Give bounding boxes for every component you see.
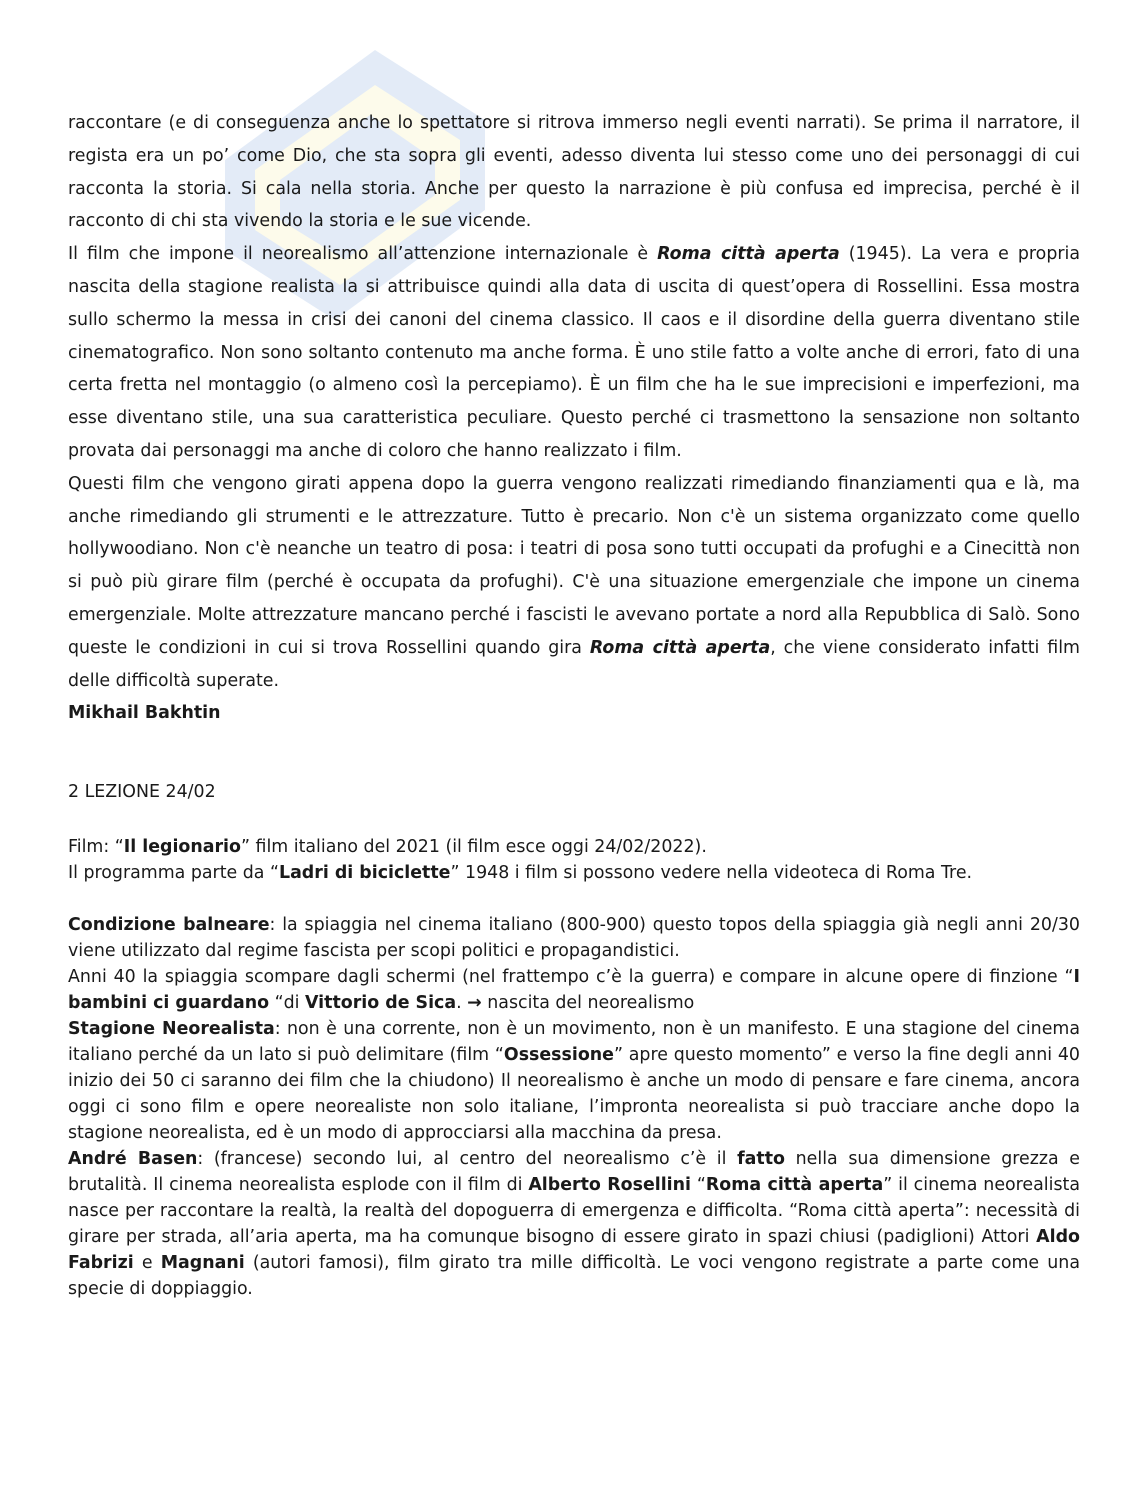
text-span: : la spiaggia nel cinema italiano (800-900) questo topos della spiaggia già negli anni 20/30 viene utilizzato dal regime fascista per scopi politici e propagandistici. [68, 915, 1080, 961]
paragraph-condizione-balneare [68, 912, 1080, 964]
text-span: Anni 40 la spiaggia scompare dagli schermi (nel frattempo c’è la guerra) e compare in alcune opere di finzione “ [68, 967, 1074, 987]
film-title: Roma città aperta [589, 637, 771, 658]
text-span: Film: “ [68, 837, 124, 857]
paragraph-roma-citta-aperta [68, 238, 1080, 468]
paragraph-program [68, 860, 1080, 886]
actor-name: Aldo Fabrizi [68, 1227, 1080, 1273]
text-span: ” il cinema neorealista nasce per raccontare la realtà, la realtà del dopoguerra di emergenza e difficolta. “Roma città aperta”: necessità di girare per strada, all’aria aperta, ma ha comunque bisogno di essere girato in spazi chiusi (padiglioni) Attori [68, 1175, 1080, 1247]
text-span: . [456, 993, 468, 1013]
paragraph-postwar-conditions [68, 468, 1080, 698]
text-span: : (francese) secondo lui, al centro del neorealismo c’è il [197, 1149, 738, 1169]
arrow-right-icon: → [467, 993, 482, 1013]
text-span: ” 1948 i film si possono vedere nella videoteca di Roma Tre. [450, 863, 973, 883]
text-span: “ [690, 1175, 706, 1195]
film-title: Roma città aperta [705, 1175, 884, 1195]
text-span: (1945). La vera e propria nascita della stagione realista la si attribuisce quindi alla data di uscita di quest’opera di Rossellini. Essa mostra sullo schermo la messa in crisi dei canoni del cinema classico. Il caos e il disordine della guerra diventano stile cinematografico. Non sono soltanto contenuto ma anche forma. È uno stile fatto a volte anche di errori, fato di una certa fretta nel montaggio (o almeno così la percepiamo). È un film che ha le sue imprecisioni e imperfezioni, ma esse diventano stile, una sua caratteristica peculiare. Questo perché ci trasmettono la sensazione non soltanto provata dai personaggi ma anche di coloro che hanno realizzato i film. [68, 244, 1080, 461]
term-label: Stagione Neorealista [68, 1019, 275, 1039]
text-span: nella sua dimensione grezza e brutalità. Il cinema neorealista esplode con il film di [68, 1149, 1081, 1195]
paragraph-stagione-neorealista [68, 1016, 1080, 1146]
actor-name: Magnani [160, 1253, 245, 1273]
film-title: Roma città aperta [657, 244, 840, 265]
paragraph-anni-40 [68, 964, 1080, 1016]
text-span: ” film italiano del 2021 (il film esce oggi 24/02/2022). [240, 837, 707, 857]
film-title: I bambini ci guardano [68, 967, 1080, 1013]
notes-section-lesson-2 [68, 834, 1080, 1302]
text-span: : non è una corrente, non è un movimento, non è un manifesto. E una stagione del cinema italiano perché da un lato si può delimitare (film “ [68, 1019, 1080, 1065]
director-name: Alberto Rosellini [528, 1175, 691, 1195]
text-span: Il film che impone il neorealismo all’attenzione internazionale è [68, 244, 658, 265]
notes-section-neorealism [68, 107, 1080, 730]
text-span: e [133, 1253, 161, 1273]
paragraph-narrator: raccontare (e di conseguenza anche lo spettatore si ritrova immerso negli eventi narrati). Se prima il narratore, il regista era un po’ come Dio, che sta sopra gli eventi, adesso diventa lui stesso come uno dei personaggi di cui racconta la storia. Si cala nella storia. Anche per questo la narrazione è più confusa ed imprecisa, perché è il racconto di chi sta vivendo la storia e le sue vicende. [68, 113, 1080, 232]
text-span: ” apre questo momento” e verso la fine degli anni 40 inizio dei 50 ci saranno dei film che la chiudono) Il neorealismo è anche un modo di pensare e fare cinema, ancora oggi ci sono film e opere neorealiste non solo italiane, l’impronta neorealista si può tracciare anche dopo la stagione neorealista, ed è un modo di approcciarsi alla macchina da presa. [68, 1045, 1080, 1143]
text-span: (autori famosi), film girato tra mille difficoltà. Le voci vengono registrate a parte come una specie di doppiaggio. [68, 1253, 1080, 1299]
text-span: Questi film che vengono girati appena dopo la guerra vengono realizzati rimediando finanziamenti qua e là, ma anche rimediando gli strumenti e le attrezzature. Tutto è precario. Non c'è un sistema organizzato come quello hollywoodiano. Non c'è neanche un teatro di posa: i teatri di posa sono tutti occupati da profughi e a Cinecittà non si può più girare film (perché è occupata da profughi). C'è una situazione emergenziale che impone un cinema emergenziale. Molte attrezzature mancano perché i fascisti le avevano portate a nord alla Repubblica di Salò. Sono queste le condizioni in cui si trova Rossellini quando gira [68, 473, 1080, 658]
film-title: Il legionario [123, 837, 241, 857]
paragraph-film [68, 834, 1080, 860]
lesson-header: 2 LEZIONE 24/02 [68, 782, 216, 802]
text-span: , che viene considerato infatti film delle difficoltà superate. [68, 637, 1080, 691]
term-label: André Basen [68, 1149, 198, 1169]
text-span: nascita del neorealismo [481, 993, 695, 1013]
paragraph-andre-basen [68, 1146, 1080, 1302]
term-label: Condizione balneare [68, 915, 270, 935]
film-title: Ladri di biciclette [278, 863, 451, 883]
term-fatto: fatto [737, 1149, 785, 1169]
author-heading: Mikhail Bakhtin [68, 703, 221, 724]
text-span: “di [269, 993, 306, 1013]
film-title: Ossessione [503, 1045, 614, 1065]
director-name: Vittorio de Sica [305, 993, 457, 1013]
text-span: Il programma parte da “ [68, 863, 279, 883]
spacer [68, 886, 1080, 912]
